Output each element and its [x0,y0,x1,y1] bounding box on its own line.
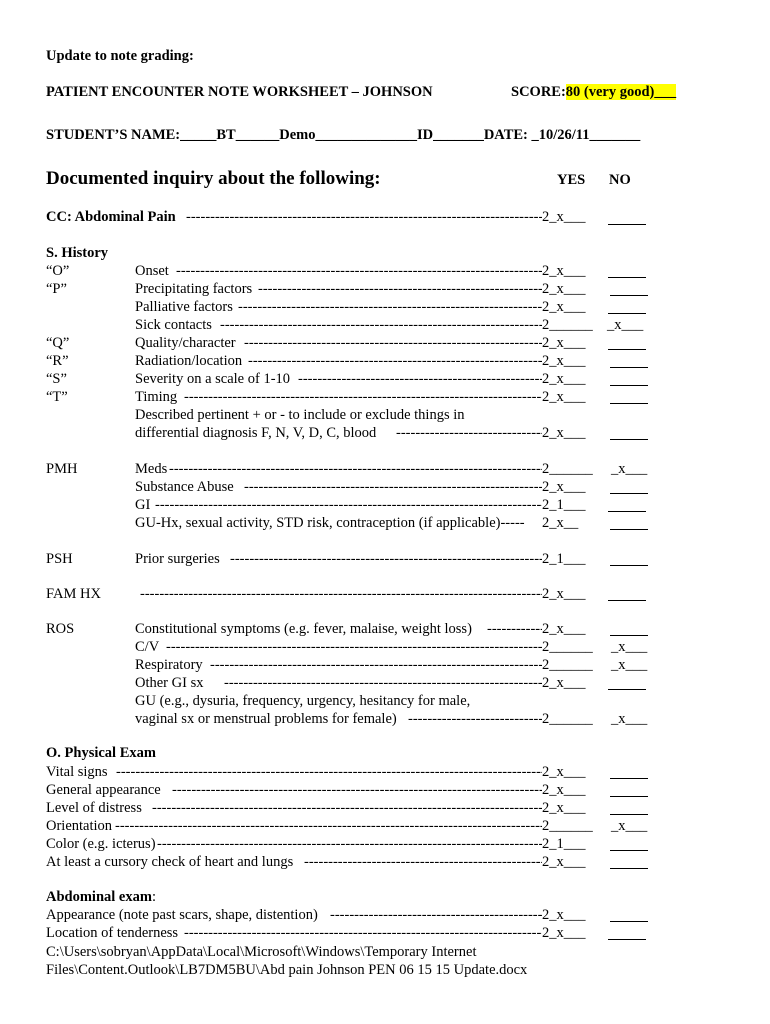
leader-dots [224,674,542,692]
gu-hx-label: GU-Hx, sexual activity, STD risk, contraception (if applicable)----- [135,515,525,531]
timing-yes: 2_x___ [542,389,586,405]
heart-lungs-label: At least a cursory check of heart and lungs [46,854,294,870]
update-title: Update to note grading: [46,48,194,64]
other-gi-no-blank [608,689,646,690]
other-gi-label: Other GI sx [135,675,204,691]
gi-yes: 2_1___ [542,497,586,513]
tenderness-yes: 2_x___ [542,925,586,941]
heart-lungs-yes: 2_x___ [542,854,586,870]
severity-yes: 2_x___ [542,371,586,387]
gu-hx-yes: 2_x__ [542,515,579,531]
leader-dots [238,298,542,316]
sick-contacts-label: Sick contacts [135,317,212,333]
tenderness-no-blank [608,939,646,940]
leader-dots [248,352,542,370]
score-value: 80 (very good)___ [565,84,677,100]
vital-signs-label: Vital signs [46,764,108,780]
constitutional-yes: 2_x___ [542,621,586,637]
fam-hx-yes: 2_x___ [542,586,586,602]
leader-dots [244,478,542,496]
leader-dots [115,817,542,835]
meds-label: Meds [135,461,168,477]
letter-s: “S” [46,371,67,387]
leader-dots [244,334,542,352]
leader-dots [330,906,542,924]
leader-dots [184,388,542,406]
cv-yes: 2______ [542,639,593,655]
appearance-no-blank [610,921,648,922]
leader-dots [172,781,542,799]
prior-surgeries-no-blank [610,565,648,566]
pertinent-line-1: Described pertinent + or - to include or exclude things in [135,407,465,423]
prior-surgeries-yes: 2_1___ [542,551,586,567]
general-appearance-no-blank [610,796,648,797]
leader-dots [304,853,542,871]
quality-label: Quality/character [135,335,236,351]
meds-no: _x___ [611,461,648,477]
cv-no: _x___ [611,639,648,655]
psh-label: PSH [46,551,73,567]
precipitating-no-blank [610,295,648,296]
palliative-no-blank [608,313,646,314]
vital-signs-yes: 2_x___ [542,764,586,780]
cc-label: CC: Abdominal Pain [46,209,176,225]
onset-yes: 2_x___ [542,263,586,279]
leader-dots [408,710,542,728]
leader-dots [396,424,542,442]
leader-dots [487,620,542,638]
severity-label: Severity on a scale of 1-10 [135,371,291,387]
file-path-line-2: Files\Content.Outlook\LB7DM5BU\Abd pain Johnson PEN 06 15 15 Update.docx [46,962,528,978]
distress-label: Level of distress [46,800,142,816]
pertinent-no-blank [610,439,648,440]
color-no-blank [610,850,648,851]
sick-contacts-no: _x___ [607,317,644,333]
palliative-yes: 2_x___ [542,299,586,315]
general-appearance-label: General appearance [46,782,161,798]
ros-label: ROS [46,621,75,637]
pmh-label: PMH [46,461,78,477]
prior-surgeries-label: Prior surgeries [135,551,220,567]
abdominal-exam-title: Abdominal exam [46,889,152,905]
radiation-label: Radiation/location [135,353,243,369]
orientation-yes: 2______ [542,818,593,834]
gi-label: GI [135,497,151,513]
gu-line-2: vaginal sx or menstrual problems for female) [135,711,397,727]
gu-yes: 2______ [542,711,593,727]
precipitating-label: Precipitating factors [135,281,253,297]
gi-no-blank [608,511,646,512]
substance-no-blank [610,493,648,494]
leader-dots [230,550,542,568]
pertinent-yes: 2_x___ [542,425,586,441]
student-line: STUDENT’S NAME:_____BT______Demo______________ID_______DATE: _10/26/11_______ [46,127,641,143]
respiratory-label: Respiratory [135,657,203,673]
inquiry-heading: Documented inquiry about the following: [46,168,381,189]
onset-label: Onset [135,263,169,279]
leader-dots [176,262,542,280]
letter-t: “T” [46,389,68,405]
physical-exam-heading: O. Physical Exam [46,745,156,761]
distress-yes: 2_x___ [542,800,586,816]
distress-no-blank [610,814,648,815]
leader-dots [116,763,542,781]
gu-hx-no-blank [610,529,648,530]
constitutional-label: Constitutional symptoms (e.g. fever, malaise, weight loss) [135,621,472,637]
leader-dots [298,370,542,388]
general-appearance-yes: 2_x___ [542,782,586,798]
letter-o: “O” [46,263,70,279]
substance-yes: 2_x___ [542,479,586,495]
respiratory-no: _x___ [611,657,648,673]
leader-dots [220,316,542,334]
other-gi-yes: 2_x___ [542,675,586,691]
score-label: SCORE: [511,84,566,100]
worksheet-title: PATIENT ENCOUNTER NOTE WORKSHEET – JOHNSON [46,84,433,100]
quality-no-blank [608,349,646,350]
fam-hx-label: FAM HX [46,586,101,602]
yes-column-header: YES [557,172,586,188]
respiratory-yes: 2______ [542,657,593,673]
fam-hx-no-blank [608,600,646,601]
abdominal-exam-colon: : [151,889,156,905]
cc-yes: 2_x___ [542,209,586,225]
appearance-label: Appearance (note past scars, shape, distention) [46,907,318,923]
severity-no-blank [610,385,648,386]
leader-dots [258,280,542,298]
appearance-yes: 2_x___ [542,907,586,923]
substance-label: Substance Abuse [135,479,234,495]
leader-dots [155,496,542,514]
pertinent-line-2: differential diagnosis F, N, V, D, C, blood [135,425,377,441]
gu-no: _x___ [611,711,648,727]
letter-p: “P” [46,281,67,297]
vital-signs-no-blank [610,778,648,779]
leader-dots [140,585,542,603]
leader-dots [210,656,542,674]
cc-no-blank [608,224,646,225]
letter-q: “Q” [46,335,70,351]
file-path-line-1: C:\Users\sobryan\AppData\Local\Microsoft\Windows\Temporary Internet [46,944,477,960]
leader-dots [157,835,542,853]
gu-line-1: GU (e.g., dysuria, frequency, urgency, hesitancy for male, [135,693,471,709]
leader-dots [152,799,542,817]
score [511,83,676,101]
leader-dots [169,460,542,478]
constitutional-no-blank [610,635,648,636]
leader-dots [184,924,542,942]
orientation-no: _x___ [611,818,648,834]
abdominal-exam-heading [46,888,156,906]
precipitating-yes: 2_x___ [542,281,586,297]
heart-lungs-no-blank [610,868,648,869]
radiation-no-blank [610,367,648,368]
orientation-label: Orientation [46,818,113,834]
sick-contacts-yes: 2______ [542,317,593,333]
s-history-heading: S. History [46,245,109,261]
radiation-yes: 2_x___ [542,353,586,369]
no-column-header: NO [609,172,631,188]
tenderness-label: Location of tenderness [46,925,179,941]
timing-label: Timing [135,389,178,405]
color-label: Color (e.g. icterus) [46,836,156,852]
quality-yes: 2_x___ [542,335,586,351]
meds-yes: 2______ [542,461,593,477]
timing-no-blank [610,403,648,404]
onset-no-blank [608,277,646,278]
leader-dots [166,638,542,656]
letter-r: “R” [46,353,69,369]
color-yes: 2_1___ [542,836,586,852]
cv-label: C/V [135,639,160,655]
palliative-label: Palliative factors [135,299,233,315]
leader-dots [186,208,542,226]
